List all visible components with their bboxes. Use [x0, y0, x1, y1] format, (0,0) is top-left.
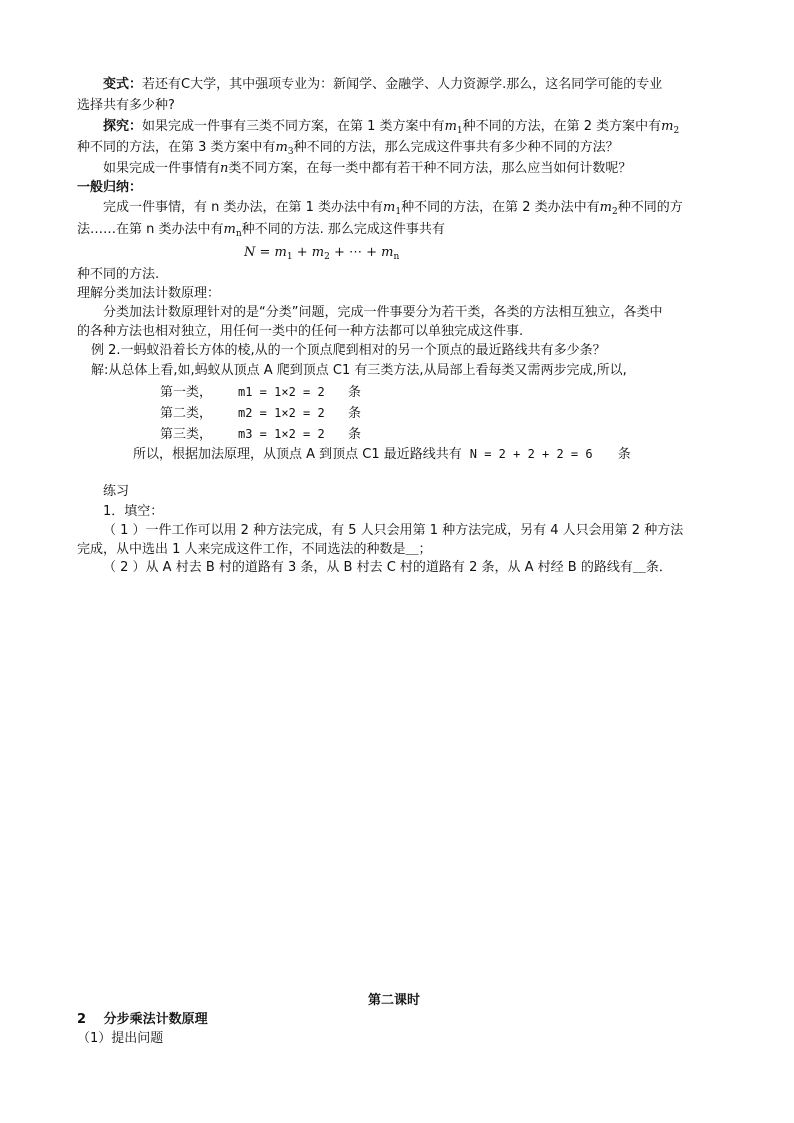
- variant-line-1: 变式：若还有C大学，其中强项专业为：新闻学、金融学、人力资源学.那么，这名同学可能的专业: [103, 77, 663, 92]
- practice-q1: 1．填空：: [103, 504, 164, 519]
- practice-heading: 练习: [103, 484, 130, 499]
- practice-q1a-line-1: （ 1 ）一件工作可以用 2 种方法完成，有 5 人只会用第 1 种方法完成，另有 4 人只会用第 2 种方法: [103, 523, 684, 538]
- explore-line-1: 探究：如果完成一件事有三类不同方案，在第 1 类方案中有$m_1$种不同的方法，在第 2 类方案中有$m_2$: [103, 119, 680, 136]
- general-heading: 一般归纳：: [77, 180, 143, 195]
- general-line-3: 种不同的方法.: [77, 267, 160, 282]
- general-line-1: 完成一件事情，有 n 类办法，在第 1 类办法中有$m_1$种不同的方法，在第 2 类办法中有$m_2$种不同的方: [103, 200, 683, 217]
- example2-solution: 解:从总体上看,如,蚂蚁从顶点 A 爬到顶点 C1 有三类方法,从局部上看每类又需两步完成,所以,: [91, 363, 627, 378]
- example2-conclusion: 所以，根据加法原理，从顶点 A 到顶点 C1 最近路线共有 N = 2 + 2 + 2 = 6 条: [133, 447, 631, 462]
- lesson2-item-1: （1）提出问题: [77, 1031, 164, 1046]
- lesson2-section: 2 分步乘法计数原理: [77, 1012, 208, 1027]
- practice-q1b: （ 2 ）从 A 村去 B 村的道路有 3 条，从 B 村去 C 村的道路有 2 条，从 A 村经 B 的路线有＿条．: [103, 560, 672, 575]
- explore-label: 探究：: [103, 119, 143, 134]
- general-line-2: 法……在第 n 类办法中有$m_n$种不同的方法. 那么完成这件事共有: [77, 222, 445, 239]
- example2-question: 例 2.一蚂蚁沿着长方体的棱,从的一个顶点爬到相对的另一个顶点的最近路线共有多少条？: [91, 343, 606, 358]
- var-m2: $m_2$: [661, 119, 680, 136]
- var-m1: $m_1$: [444, 119, 463, 136]
- variant-line-2: 选择共有多少种?: [77, 98, 175, 113]
- example2-row-2: 第二类， m2 = 1×2 = 2 条: [160, 406, 362, 421]
- understand-heading: 理解分类加法计数原理：: [77, 286, 221, 301]
- variant-label: 变式：: [103, 77, 143, 92]
- explore-line-3: 如果完成一件事情有n类不同方案，在每一类中都有若干种不同方法，那么应当如何计数呢？: [103, 161, 632, 176]
- example2-row-3: 第三类， m3 = 1×2 = 2 条: [160, 427, 362, 442]
- explore-line-2: 种不同的方法，在第 3 类方案中有$m_3$种不同的方法，那么完成这件事共有多少种不同的方法？: [77, 140, 619, 157]
- understand-line-1: 分类加法计数原理针对的是“分类”问题，完成一件事要分为若干类，各类的方法相互独立，各类中: [103, 305, 663, 320]
- practice-q1a-line-2: 完成，从中选出 1 人来完成这件工作，不同选法的种数是＿；: [77, 542, 432, 557]
- sum-formula: $N = m_1 + m_2$ + ⋯ + $m_n$: [244, 245, 400, 262]
- var-m3: $m_3$: [275, 140, 294, 157]
- example2-row-1: 第一类， m1 = 1×2 = 2 条: [160, 385, 362, 400]
- understand-line-2: 的各种方法也相对独立，用任何一类中的任何一种方法都可以单独完成这件事.: [77, 324, 524, 339]
- lesson2-heading: 第二课时: [368, 993, 421, 1008]
